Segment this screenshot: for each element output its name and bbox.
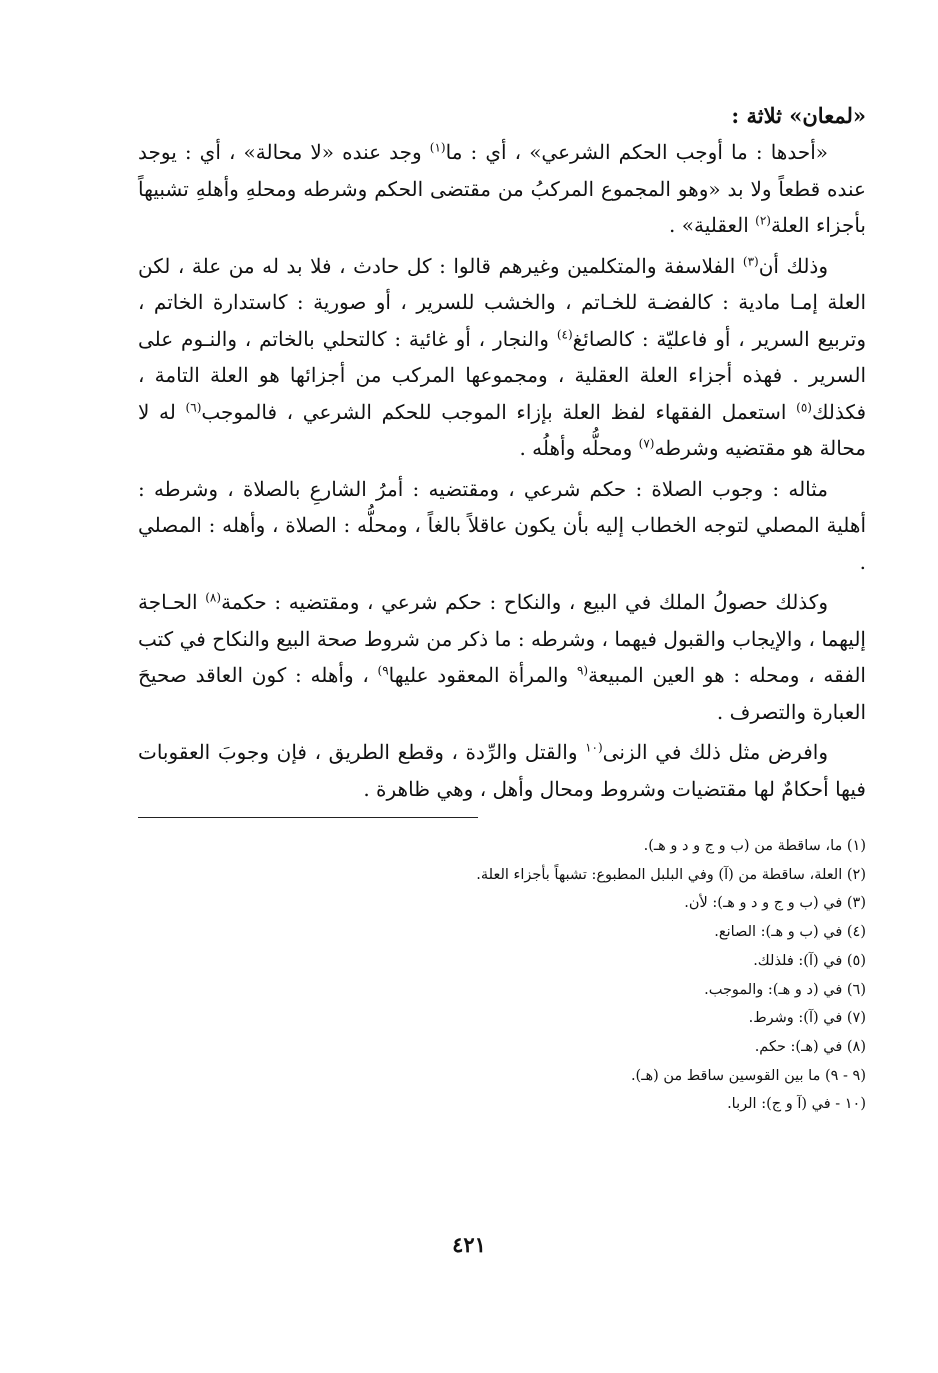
text-run: وذلك أن — [758, 253, 828, 278]
footnote: (٩ - ٩) ما بين القوسين ساقط من (هـ). — [630, 1067, 866, 1084]
footnote-marker: (٧) — [638, 436, 655, 451]
footnote-marker: (٩ — [576, 663, 589, 678]
footnote: (٦) في (د و هـ): والموجب. — [704, 981, 866, 998]
footnote: (٧) في (آ): وشرط. — [748, 1010, 866, 1027]
text-run: الحـاجة إليهما ، والإيجاب والقبول فيهما ، وشرطه : ما ذكر من شروط صحة البيع والنكاح في كتب الفقه ، ومحله : هو العين المبيعة — [138, 590, 866, 687]
footnote: (٢) العلة، ساقطة من (آ) وفي البلبل المطبوع: تشبهاً بأجزاء العلة. — [476, 866, 866, 883]
footnote: (١٠ - في (آ و ج): الربا. — [727, 1096, 866, 1113]
text-run: والنجار ، أو غائية : كالتحلي بالخاتم ، والنـوم على السرير . فهذه أجزاء العلة العقلية ، ومجموعها المركب من أجزائها هو العلة التامة ، فكذلك — [138, 326, 867, 424]
footnote-marker: ٩) — [377, 663, 389, 678]
footnote-marker: (٢) — [755, 213, 771, 228]
text-run: وافرض مثل ذلك في الزنى — [602, 740, 828, 764]
footnote: (٥) في (آ): فلذلك. — [753, 952, 866, 969]
footnote-marker: (٤) — [556, 326, 573, 341]
body-text — [138, 134, 866, 807]
text-run: وجد عنده «لا محالة» ، أي : يوجد عنده قطعاً ولا بد «وهو المجموع المركبُ من مقتضى الحكم وشرطه ومحلهِ وأهلهِ تشبيهاً بأجزاء العلة — [138, 140, 866, 237]
paragraph — [138, 584, 866, 730]
footnote: (٣) في (ب و ج و د و هـ): لأن. — [684, 895, 866, 912]
footnote: (١) ما، ساقطة من (ب و ج و د و هـ). — [643, 838, 866, 854]
text-run: «أحدها : ما أوجب الحكم الشرعي» ، أي : ما — [445, 140, 828, 164]
section-heading: «لمعان» ثلاثة : — [731, 103, 866, 128]
text-run: مثاله : وجوب الصلاة : حكم شرعي ، ومقتضيه : أمرُ الشارعِ بالصلاة ، وشرطه : أهلية المصلي لتوجه الخطاب إليه بأن يكون عاقلاً بالغاً ، ومحلُّه : الصلاة ، وأهله : المصلي . — [138, 476, 866, 574]
text-run: ، وأهله : كون العاقد صحيحَ العبارة والتصرف . — [138, 663, 866, 724]
footnote-marker: (٨) — [205, 590, 222, 605]
page-number: ٤٢١ — [452, 1232, 486, 1257]
text-run: استعمل الفقهاء لفظ العلة بإزاء الموجب للحكم الشرعي ، فالموجب — [201, 399, 797, 424]
footnote-marker: (٣) — [742, 253, 759, 268]
text-run: الفلاسفة والمتكلمين وغيرهم قالوا : كل حادث ، فلا بد له من علة ، لكن العلة إمـا مادية : كالفضـة للخـاتم ، والخشب للسرير ، أو صورية : كاستدارة الخاتم ، وتربيع السرير ، أو فاعليّة : كالصائغ — [138, 253, 867, 351]
text-run: له لا محالة هو مقتضيه وشرطه — [138, 399, 866, 460]
footnotes-list — [138, 832, 866, 1119]
text-run: العقلية» . — [669, 213, 756, 237]
footnote-marker: (٥) — [796, 399, 812, 414]
paragraph — [138, 248, 866, 467]
footnote-marker: (١) — [429, 140, 446, 155]
paragraph — [138, 471, 866, 581]
footnote: (٨) في (هـ): حكم. — [754, 1038, 866, 1055]
footnote-marker: (٦) — [185, 399, 202, 414]
paragraph — [138, 734, 866, 807]
text-run: ومحلُّه وأهلُه . — [519, 436, 639, 460]
footnote: (٤) في (ب و هـ): الصانع. — [714, 924, 866, 941]
paragraph — [138, 134, 866, 244]
text-run: والقتل والرِّدة ، وقطع الطريق ، فإن وجوبَ العقوبات فيها أحكامٌ لها مقتضيات وشروط ومحال وأهل ، وهي ظاهرة . — [138, 740, 866, 801]
footnote-separator — [138, 817, 478, 818]
text-run: وكذلك حصولُ الملك في البيع ، والنكاح : حكم شرعي ، ومقتضيه : حكمة — [221, 590, 828, 614]
text-run: والمرأة المعقود عليها — [388, 663, 577, 687]
footnote-marker: (١٠ — [585, 740, 603, 755]
